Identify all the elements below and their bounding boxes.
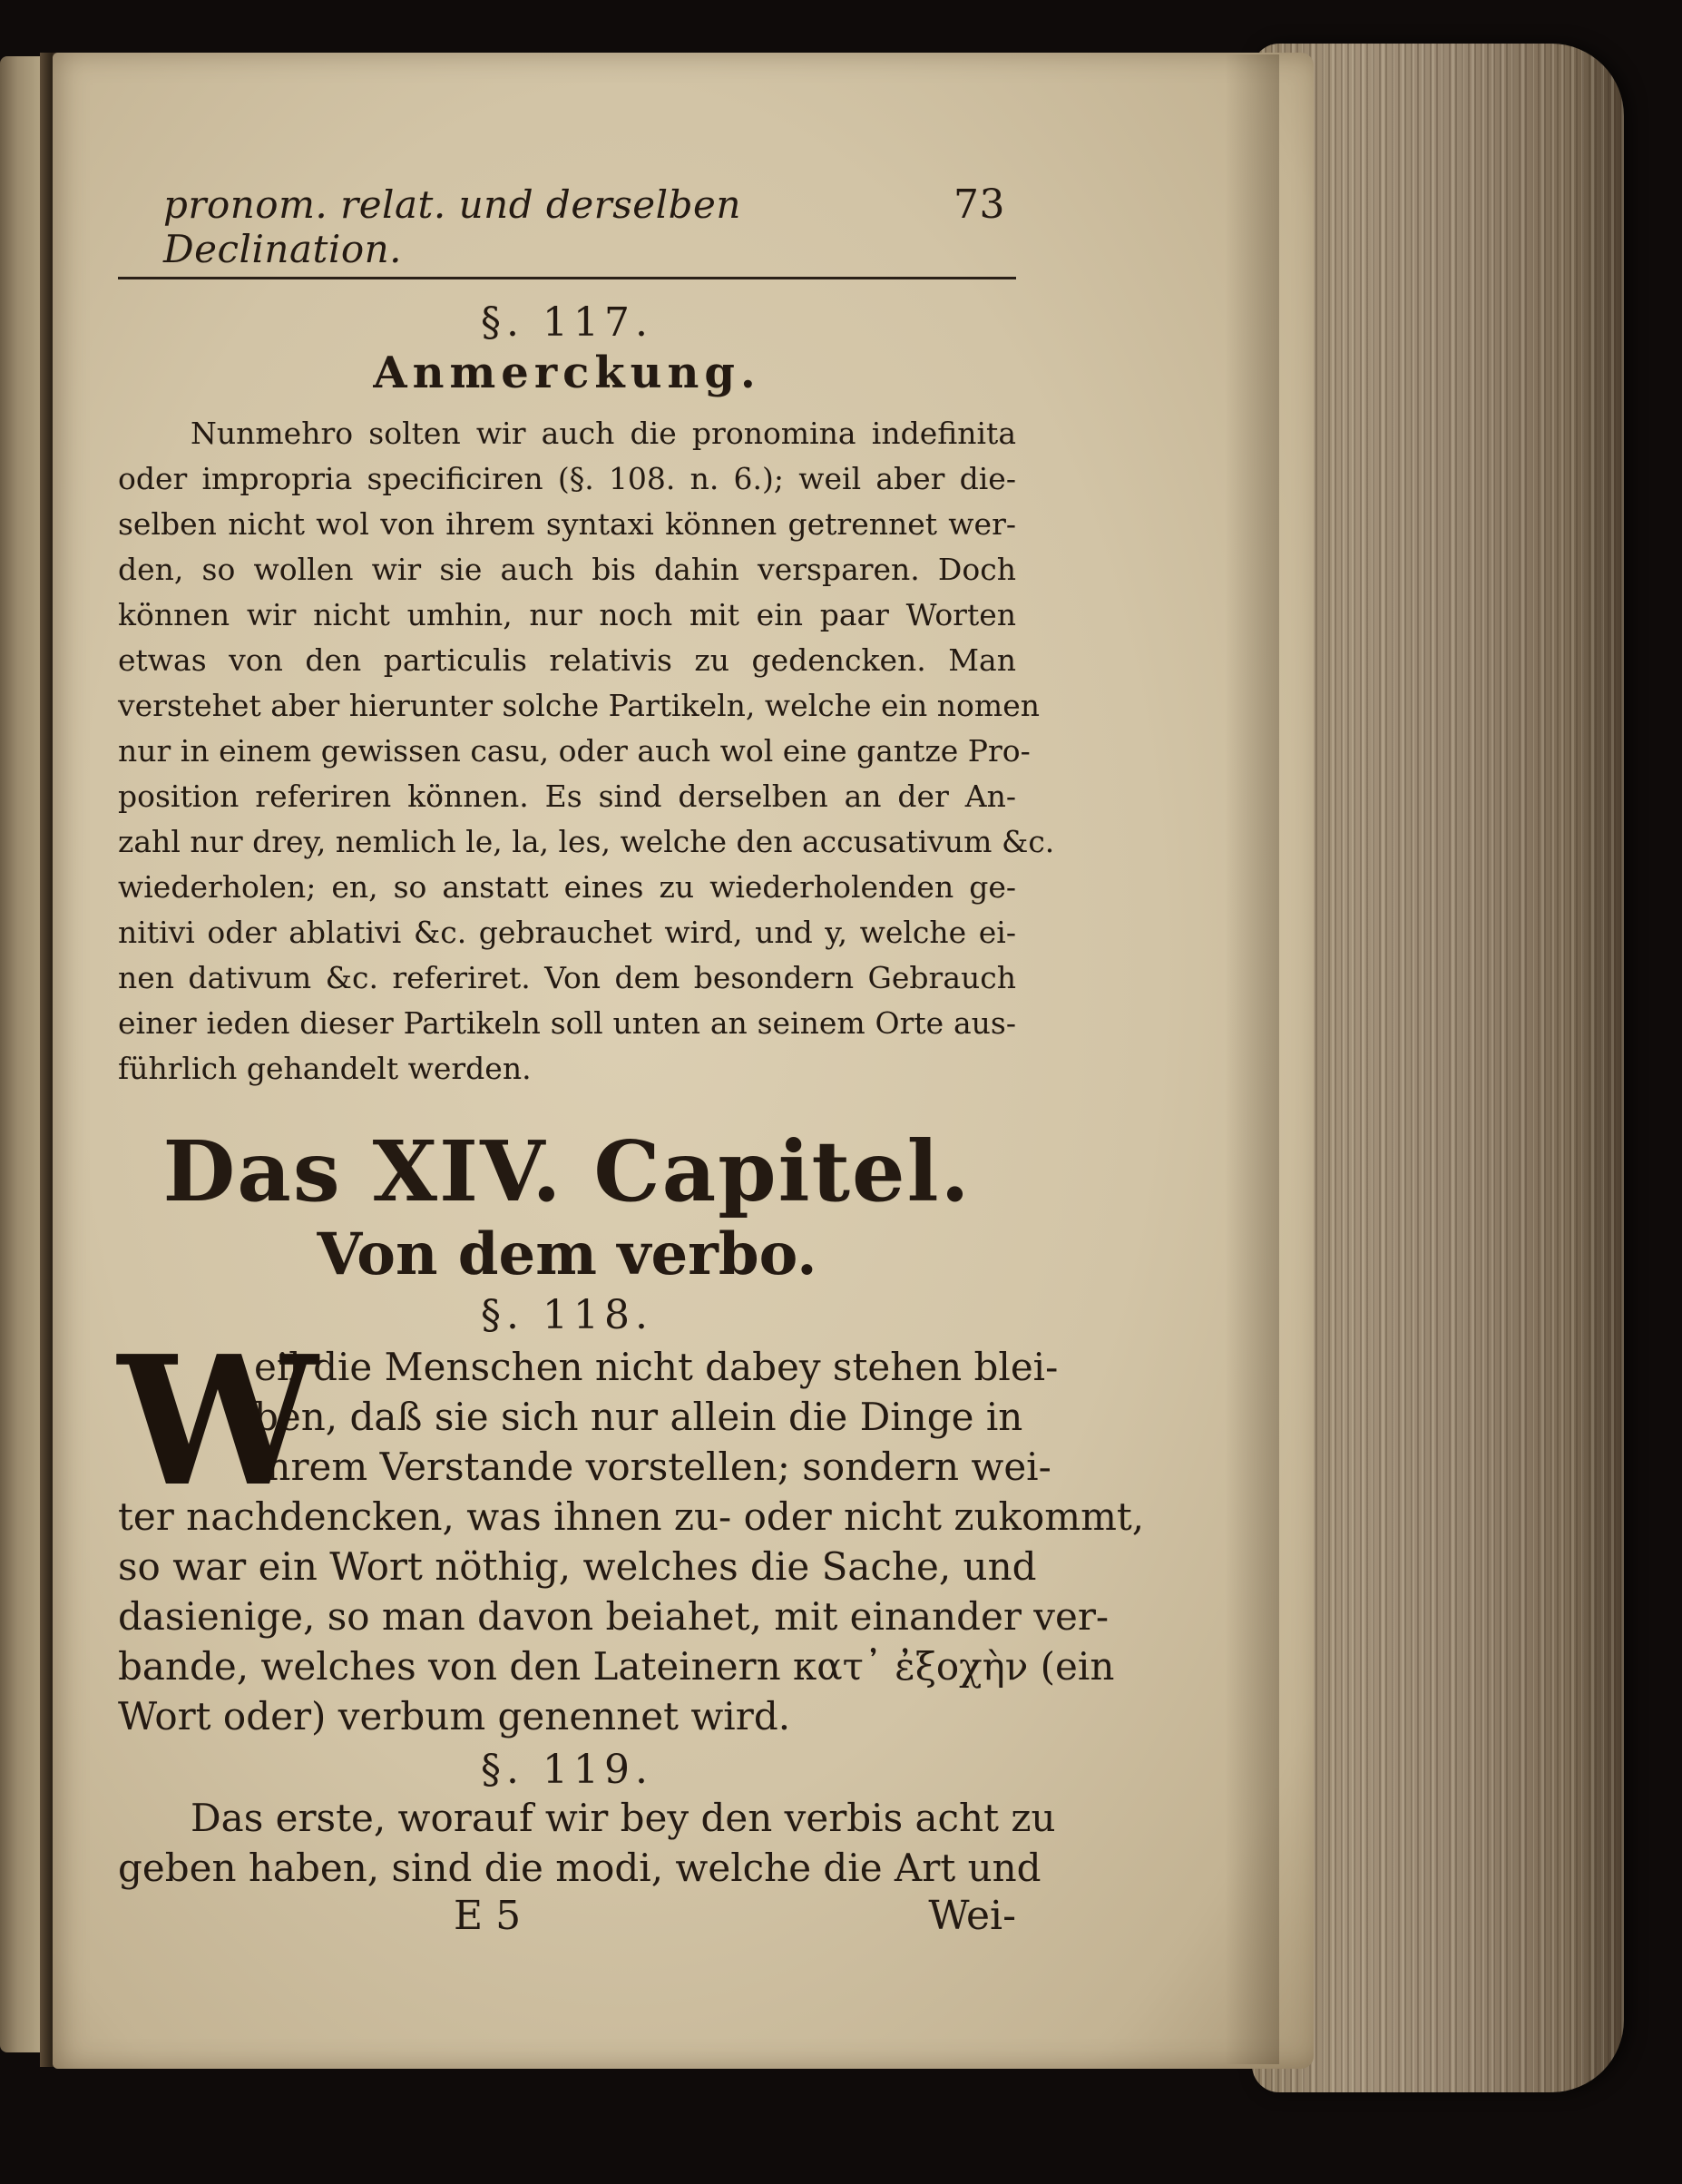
catchword: Wei- — [928, 1893, 1016, 1939]
paragraph-line: einer ieden dieser Partikeln soll unten an seinem Orte aus- — [118, 1005, 1016, 1041]
chapter-title: Das XIV. Capitel. — [162, 1122, 972, 1220]
paragraph-line: nen dativum &c. referiret. Von dem besondern Gebrauch — [118, 960, 1016, 995]
chapter-subtitle: Von dem verbo. — [317, 1220, 817, 1288]
running-title: pronom. relat. und derselben Declination. — [163, 182, 741, 271]
section-118-number: §. 118. — [481, 1292, 653, 1338]
paragraph-line: geben haben, sind die modi, welche die Art und — [118, 1846, 1041, 1890]
paragraph-line: nitivi oder ablativi &c. gebrauchet wird, und y, welche ei- — [118, 915, 1016, 950]
running-header — [118, 181, 1016, 279]
paragraph-line: wiederholen; en, so anstatt eines zu wiederholenden ge- — [118, 869, 1016, 905]
section-118-paragraph — [118, 1317, 1145, 1741]
paragraph-line: eil die Menschen nicht dabey stehen blei- — [254, 1345, 1059, 1389]
paragraph-line: selben nicht wol von ihrem syntaxi können getrennet wer- — [118, 506, 1016, 542]
paragraph-line: verstehet aber hierunter solche Partikeln, welche ein nomen — [118, 688, 1040, 723]
section-117-heading: Anmerckung. — [373, 348, 761, 398]
paragraph-line: führlich gehandelt werden. — [118, 1051, 532, 1086]
paragraph-line: ben, daß sie sich nur allein die Dinge in — [254, 1395, 1023, 1439]
section-119-paragraph — [118, 1793, 1056, 1893]
paragraph-line: Nunmehro solten wir auch die pronomina indefinita — [191, 416, 1016, 451]
paragraph-line: so war ein Wort nöthig, welches die Sache, und — [118, 1544, 1037, 1589]
paragraph-line: ihrem Verstande vorstellen; sondern wei- — [254, 1445, 1051, 1489]
paragraph-line: nur in einem gewissen casu, oder auch wol eine gantze Pro- — [118, 733, 1031, 769]
drop-cap: W — [118, 1317, 318, 1526]
paragraph-line: bande, welches von den Lateinern κατ᾽ ἐξοχὴν (ein — [118, 1644, 1115, 1689]
signature-mark: E 5 — [454, 1893, 522, 1939]
paragraph-line: den, so wollen wir sie auch bis dahin versparen. Doch — [118, 552, 1016, 587]
paragraph-line: position referiren können. Es sind derselben an der An- — [118, 779, 1016, 814]
page-footer — [118, 1893, 1016, 1939]
paragraph-line: Das erste, worauf wir bey den verbis acht zu — [191, 1796, 1056, 1840]
page-text-block — [118, 181, 1145, 1939]
section-119-number: §. 119. — [481, 1747, 653, 1793]
paragraph-line: Wort oder) verbum genennet wird. — [118, 1694, 791, 1738]
paragraph-line: oder impropria specificiren (§. 108. n. 6.); weil aber die- — [118, 461, 1016, 496]
page-edge-shadow — [1225, 54, 1279, 2064]
section-117-paragraph — [118, 411, 1055, 1092]
paragraph-line: ter nachdencken, was ihnen zu- oder nicht zukommt, — [118, 1494, 1145, 1539]
paragraph-line: etwas von den particulis relativis zu gedencken. Man — [118, 642, 1016, 678]
paragraph-line: zahl nur drey, nemlich le, la, les, welche den accusativum &c. — [118, 824, 1055, 859]
paragraph-line: können wir nicht umhin, nur noch mit ein paar Worten — [118, 597, 1016, 632]
left-page-edge — [0, 56, 44, 2052]
page-number: 73 — [953, 181, 1005, 228]
paragraph-line: dasienige, so man davon beiahet, mit einander ver- — [118, 1594, 1110, 1639]
section-117-number: §. 117. — [481, 299, 653, 346]
